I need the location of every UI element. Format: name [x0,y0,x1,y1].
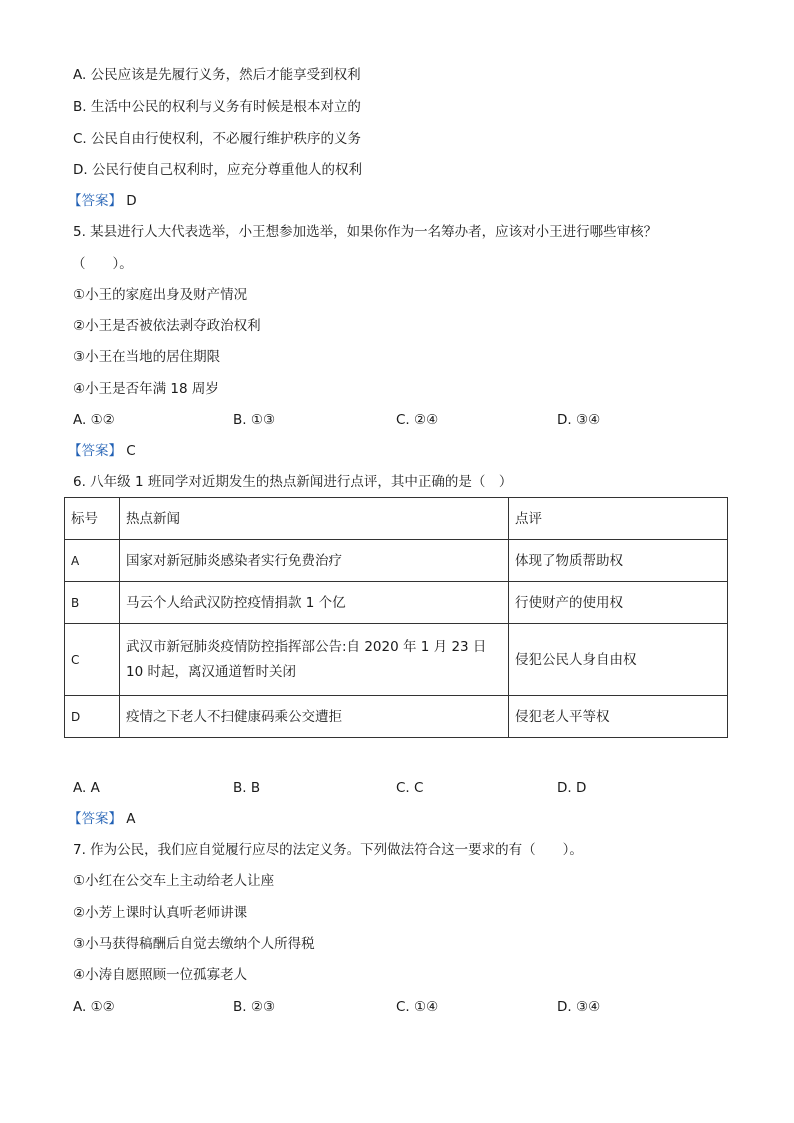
q5-blank: （ ）。 [72,256,133,272]
q7-choice-c: C. ①④ [396,999,439,1015]
q6-stem: 6. 八年级 1 班同学对近期发生的热点新闻进行点评，其中正确的是（ ） [73,474,513,490]
table-header-row [65,498,728,540]
q7-choice-a: A. ①② [73,999,115,1015]
q7-choice-b: B. ②③ [233,999,276,1015]
q7-item-2: ②小芳上课时认真听老师讲课 [73,905,248,921]
answer-value: C [126,443,136,459]
table-row [65,582,728,624]
q5-choice-a: A. ①② [73,412,115,428]
row-comment: 侵犯老人平等权 [509,696,728,738]
row-news: 马云个人给武汉防控疫情捐款 1 个亿 [120,582,509,624]
row-label: C [65,624,120,696]
q6-choice-a: A. A [73,780,100,796]
q7-item-4: ④小涛自愿照顾一位孤寡老人 [73,967,248,983]
q5-choice-c: C. ②④ [396,412,439,428]
q6-answer [68,810,136,828]
row-comment: 行使财产的使用权 [509,582,728,624]
row-label: D [65,696,120,738]
row-label: B [65,582,120,624]
q5-stem: 5. 某县进行人大代表选举，小王想参加选举，如果你作为一名筹办者，应该对小王进行哪些审核？ [73,224,658,240]
table-row [65,624,728,696]
row-comment: 侵犯公民人身自由权 [509,624,728,696]
q6-choice-b: B. B [233,780,261,796]
header-number: 标号 [65,498,120,540]
table-row [65,540,728,582]
q5-item-4: ④小王是否年满 18 周岁 [73,381,219,397]
q5-item-1: ①小王的家庭出身及财产情况 [73,287,248,303]
q4-option-d: D. 公民行使自己权利时，应充分尊重他人的权利 [73,162,362,178]
row-news: 国家对新冠肺炎感染者实行免费治疗 [120,540,509,582]
q4-answer [68,192,137,210]
header-news: 热点新闻 [120,498,509,540]
q7-stem: 7. 作为公民，我们应自觉履行应尽的法定义务。下列做法符合这一要求的有（ ）。 [73,842,583,858]
q5-item-3: ③小王在当地的居住期限 [73,349,221,365]
q4-option-a: A. 公民应该是先履行义务，然后才能享受到权利 [73,67,361,83]
row-comment: 体现了物质帮助权 [509,540,728,582]
answer-label: 【答案】 [68,443,122,459]
q4-option-c: C. 公民自由行使权利，不必履行维护秩序的义务 [73,131,362,147]
table-row [65,696,728,738]
answer-label: 【答案】 [68,811,122,827]
q5-item-2: ②小王是否被依法剥夺政治权利 [73,318,261,334]
answer-label: 【答案】 [68,193,122,209]
news-table [64,497,728,738]
q7-item-3: ③小马获得稿酬后自觉去缴纳个人所得税 [73,936,315,952]
answer-value: A [126,811,136,827]
q7-choice-d: D. ③④ [557,999,601,1015]
row-news: 武汉市新冠肺炎疫情防控指挥部公告:自 2020 年 1 月 23 日 10 时起，离汉通道暂时关闭 [120,624,509,696]
q4-option-b: B. 生活中公民的权利与义务有时候是根本对立的 [73,99,361,115]
q5-choice-b: B. ①③ [233,412,276,428]
q6-choice-d: D. D [557,780,587,796]
q6-choice-c: C. C [396,780,424,796]
header-comment: 点评 [509,498,728,540]
q7-item-1: ①小红在公交车上主动给老人让座 [73,873,275,889]
row-label: A [65,540,120,582]
answer-value: D [126,193,137,209]
row-news: 疫情之下老人不扫健康码乘公交遭拒 [120,696,509,738]
q5-answer [68,442,136,460]
q5-choice-d: D. ③④ [557,412,601,428]
